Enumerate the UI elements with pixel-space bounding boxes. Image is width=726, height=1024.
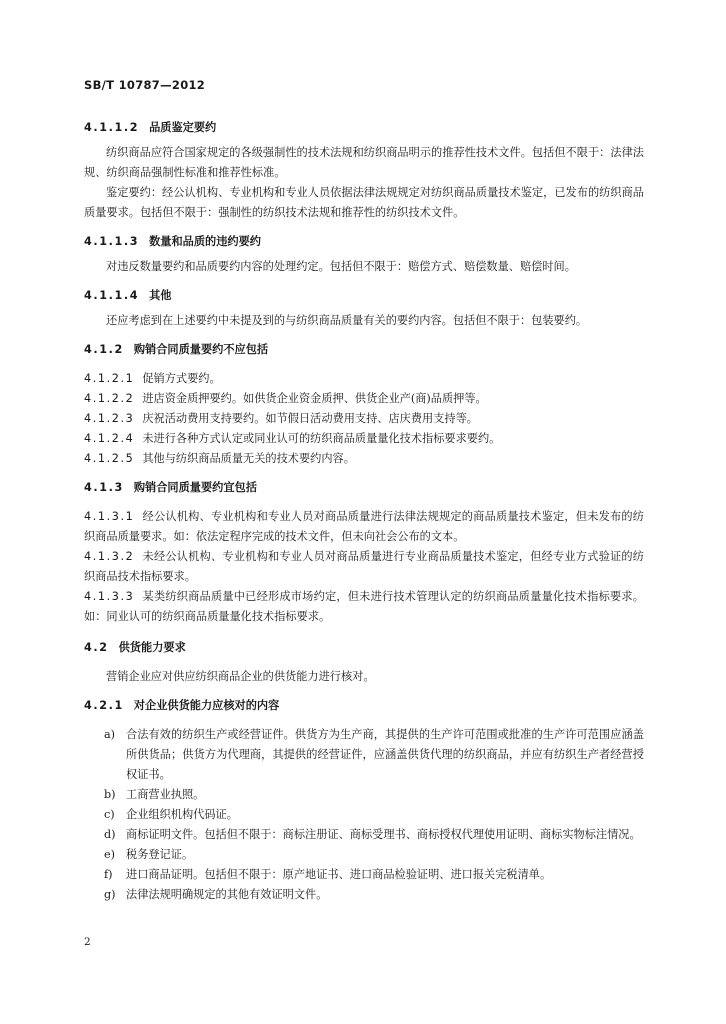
list-item bbox=[84, 725, 644, 785]
list-item-text: 商标证明文件。包括但不限于：商标注册证、商标受理书、商标授权代理使用证明、商标实物标注情况。 bbox=[126, 828, 641, 841]
clause-text: 经公认机构、专业机构和专业人员对商品质量进行法律法规规定的商品质量技术鉴定，但未发布的纺织商品质量要求。如：依法定程序完成的技术文件，但未向社会公布的文本。 bbox=[84, 510, 644, 543]
list-item-text: 进口商品证明。包括但不限于：原产地证书、进口商品检验证明、进口报关完税清单。 bbox=[126, 868, 552, 881]
clause-text: 促销方式要约。 bbox=[142, 372, 221, 385]
section-number: 4.1.3 bbox=[84, 481, 124, 494]
section-number: 4.1.1.4 bbox=[84, 289, 140, 302]
list-marker: f) bbox=[104, 868, 113, 881]
list-item bbox=[84, 865, 644, 885]
page-number: 2 bbox=[84, 936, 91, 948]
section-title: 数量和品质的违约要约 bbox=[149, 235, 261, 248]
paragraph: 鉴定要约：经公认机构、专业机构和专业人员依据法律法规规定对纺织商品质量技术鉴定，已发布的纺织商品质量要求。包括但不限于：强制性的纺织技术法规和推荐性的纺织技术文件。 bbox=[84, 186, 644, 219]
clause-item bbox=[84, 429, 644, 449]
section-title: 其他 bbox=[149, 289, 172, 302]
clause-number: 4.1.2.5 bbox=[84, 452, 135, 465]
clause-item bbox=[84, 369, 644, 389]
clause-number: 4.1.2.1 bbox=[84, 372, 135, 385]
list-marker: b) bbox=[104, 788, 116, 801]
section-title: 对企业供货能力应核对的内容 bbox=[133, 699, 280, 712]
clause-item bbox=[84, 409, 644, 429]
section-heading-4-2-1 bbox=[84, 696, 644, 716]
list-marker: e) bbox=[104, 848, 115, 861]
list-marker: g) bbox=[104, 888, 116, 901]
list-marker: a) bbox=[104, 728, 116, 741]
page-content bbox=[84, 118, 644, 905]
section-number: 4.1.1.2 bbox=[84, 121, 140, 134]
section-heading-4-1-3 bbox=[84, 478, 644, 498]
clause-number: 4.1.3.1 bbox=[84, 510, 135, 523]
list-item bbox=[84, 845, 644, 865]
list-marker: c) bbox=[104, 808, 115, 821]
section-number: 4.1.2 bbox=[84, 343, 124, 356]
clause-item bbox=[84, 587, 644, 627]
section-number: 4.1.1.3 bbox=[84, 235, 140, 248]
clause-item bbox=[84, 389, 644, 409]
paragraph: 对违反数量要约和品质要约内容的处理约定。包括但不限于：赔偿方式、赔偿数量、赔偿时间。 bbox=[106, 260, 576, 273]
section-number: 4.2.1 bbox=[84, 699, 124, 712]
clause-item bbox=[84, 507, 644, 547]
clause-text: 进店资金质押要约。如供货企业资金质押、供货企业产(商)品质押等。 bbox=[142, 392, 487, 405]
section-heading-4-2 bbox=[84, 638, 644, 658]
clause-text: 某类纺织商品质量中已经形成市场约定，但未进行技术管理认定的纺织商品质量量化技术指标要求。如：同业认可的纺织商品质量量化技术指标要求。 bbox=[84, 590, 644, 623]
paragraph: 营销企业应对供应纺织商品企业的供货能力进行核对。 bbox=[106, 670, 375, 683]
section-heading-4-1-2 bbox=[84, 340, 644, 360]
section-heading-4-1-1-3 bbox=[84, 232, 644, 252]
list-item-text: 法律法规明确规定的其他有效证明文件。 bbox=[126, 888, 328, 901]
list-item bbox=[84, 805, 644, 825]
list-item-text: 工商营业执照。 bbox=[126, 788, 205, 801]
list-item bbox=[84, 885, 644, 905]
list-item bbox=[84, 825, 644, 845]
clause-number: 4.1.3.2 bbox=[84, 550, 135, 563]
section-title: 品质鉴定要约 bbox=[149, 121, 217, 134]
clause-item bbox=[84, 449, 644, 469]
list-item-text: 税务登记证。 bbox=[126, 848, 194, 861]
list-marker: d) bbox=[104, 828, 116, 841]
paragraph: 还应考虑到在上述要约中未提及到的与纺织商品质量有关的要约内容。包括但不限于：包装要约。 bbox=[106, 314, 588, 327]
clause-number: 4.1.2.4 bbox=[84, 432, 135, 445]
requirements-list bbox=[84, 725, 644, 905]
clause-number: 4.1.2.2 bbox=[84, 392, 135, 405]
list-item-text: 合法有效的纺织生产或经营证件。供货方为生产商，其提供的生产许可范围或批准的生产许可范围应涵盖所供货品；供货方为代理商，其提供的经营证件，应涵盖供货代理的纺织商品，并应有纺织生产者经营授权证书。 bbox=[126, 728, 644, 781]
section-number: 4.2 bbox=[84, 641, 109, 654]
section-heading-4-1-1-2 bbox=[84, 118, 644, 138]
clause-item bbox=[84, 547, 644, 587]
clause-text: 未进行各种方式认定或同业认可的纺织商品质量量化技术指标要求要约。 bbox=[142, 432, 501, 445]
paragraph: 纺织商品应符合国家规定的各级强制性的技术法规和纺织商品明示的推荐性技术文件。包括但不限于：法律法规、纺织商品强制性标准和推荐性标准。 bbox=[84, 146, 644, 179]
section-title: 供货能力要求 bbox=[118, 641, 186, 654]
standard-code: SB/T 10787—2012 bbox=[84, 78, 206, 92]
section-title: 购销合同质量要约不应包括 bbox=[133, 343, 269, 356]
clause-number: 4.1.2.3 bbox=[84, 412, 135, 425]
clause-number: 4.1.3.3 bbox=[84, 590, 135, 603]
clause-text: 未经公认机构、专业机构和专业人员对商品质量进行专业商品质量技术鉴定，但经专业方式验证的纺织商品技术指标要求。 bbox=[84, 550, 644, 583]
list-item-text: 企业组织机构代码证。 bbox=[126, 808, 238, 821]
section-heading-4-1-1-4 bbox=[84, 286, 644, 306]
clause-text: 其他与纺织商品质量无关的技术要约内容。 bbox=[142, 452, 355, 465]
section-title: 购销合同质量要约宜包括 bbox=[133, 481, 257, 494]
clause-text: 庆祝活动费用支持要约。如节假日活动费用支持、店庆费用支持等。 bbox=[142, 412, 478, 425]
list-item bbox=[84, 785, 644, 805]
